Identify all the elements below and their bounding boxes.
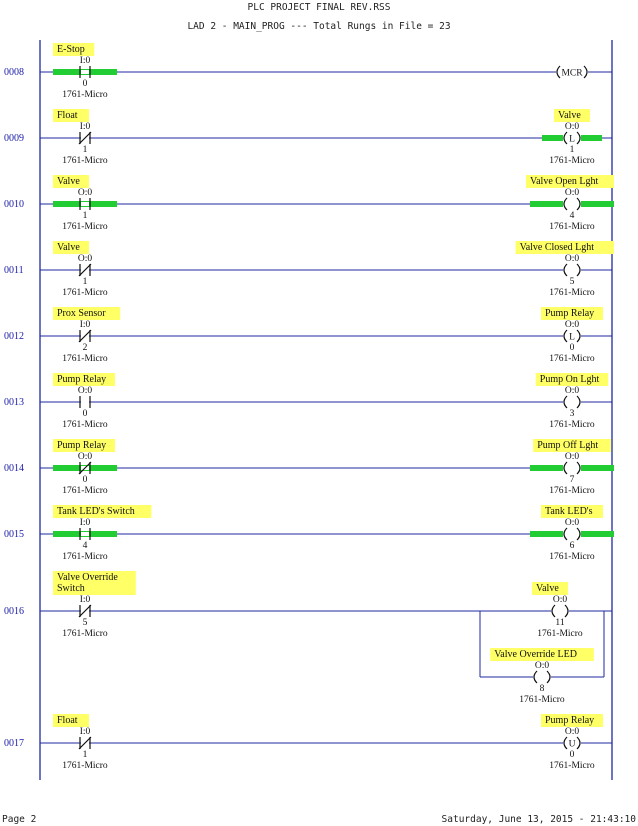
coil-bit: 11 [555,618,565,628]
contact-address: O:0 [77,452,93,462]
contact-module: 1761-Micro [62,222,108,232]
coil-module: 1761-Micro [549,354,595,364]
rung-number: 0008 [4,67,24,78]
coil-ote [563,462,581,474]
coil-module: 1761-Micro [537,629,583,639]
coil-address: O:0 [534,661,550,671]
coil-desc-label: Valve Open Lght [530,176,599,187]
print-timestamp: Saturday, June 13, 2015 - 21:43:10 [441,814,636,825]
coil-symbol-text: U [568,739,576,750]
contact-bit: 0 [82,409,88,419]
contact-module: 1761-Micro [62,629,108,639]
coil-desc-label: Valve Override LED [494,649,577,660]
contact-address: O:0 [77,188,93,198]
coil-module: 1761-Micro [549,420,595,430]
coil-desc-label: Valve Closed Lght [519,242,595,253]
coil-symbol-text: MCR [561,68,583,79]
contact-bit: 0 [82,475,88,485]
coil-bit: 1 [569,145,575,155]
contact-address: O:0 [77,254,93,264]
contact-address: I:0 [79,122,91,132]
contact-desc-label: Valve Override [57,572,118,583]
contact-bit: 4 [82,541,88,551]
contact-address: I:0 [79,56,91,66]
coil-address: O:0 [564,452,580,462]
coil-desc-label: Valve [536,583,559,594]
rung-number: 0009 [4,133,24,144]
coil-desc-label: Pump Relay [545,308,595,319]
contact-address: I:0 [79,727,91,737]
program-subtitle: LAD 2 - MAIN_PROG --- Total Rungs in File = 23 [187,21,451,32]
contact-desc-label: Pump Relay [57,374,107,385]
rung-number: 0011 [4,265,24,276]
contact-module: 1761-Micro [62,552,108,562]
coil-bit: 0 [569,750,575,760]
rung-number: 0012 [4,331,24,342]
contact-address: I:0 [79,595,91,605]
contact-desc-label: Valve [57,176,80,187]
contact-module: 1761-Micro [62,354,108,364]
coil-desc-label: Pump On Lght [539,374,600,385]
page-number: Page 2 [2,814,37,825]
contact-module: 1761-Micro [62,761,108,771]
contact-bit: 1 [82,211,88,221]
contact-module: 1761-Micro [62,90,108,100]
contact-bit: 1 [82,750,88,760]
coil-address: O:0 [564,727,580,737]
contact-bit: 5 [82,618,88,628]
contact-module: 1761-Micro [62,486,108,496]
coil-bit: 0 [569,343,575,353]
contact-desc-label: Switch [57,583,85,594]
coil-module: 1761-Micro [549,761,595,771]
coil-bit: 5 [569,277,575,287]
coil-address: O:0 [552,595,568,605]
contact-desc-label: Float [57,715,78,726]
contact-module: 1761-Micro [62,288,108,298]
contact-xic [80,198,90,210]
coil-address: O:0 [564,320,580,330]
contact-address: O:0 [77,386,93,396]
coil-address: O:0 [564,518,580,528]
coil-desc-label: Tank LED's [545,506,593,517]
coil-ote [533,671,551,683]
rung-number: 0010 [4,199,24,210]
coil-module: 1761-Micro [549,486,595,496]
coil-ote [563,528,581,540]
contact-desc-label: Tank LED's Switch [57,506,135,517]
contact-desc-label: Valve [57,242,80,253]
coil-bit: 6 [569,541,575,551]
contact-module: 1761-Micro [62,420,108,430]
coil-ote [551,605,569,617]
coil-symbol-text: L [569,134,575,145]
contact-desc-label: Pump Relay [57,440,107,451]
rung-number: 0014 [4,463,24,474]
coil-module: 1761-Micro [549,156,595,166]
coil-symbol-text: L [569,332,575,343]
coil-bit: 4 [569,211,575,221]
contact-xic [80,66,90,78]
rung-number: 0013 [4,397,24,408]
coil-ote [563,264,581,276]
contact-xic [80,396,90,408]
contact-bit: 0 [82,79,88,89]
coil-bit: 7 [569,475,575,485]
coil-bit: 3 [569,409,575,419]
contact-desc-label: E-Stop [57,44,85,55]
rung-number: 0017 [4,738,24,749]
contact-bit: 1 [82,145,88,155]
contact-bit: 2 [82,343,88,353]
contact-bit: 1 [82,277,88,287]
coil-address: O:0 [564,254,580,264]
rung-number: 0015 [4,529,24,540]
document-title: PLC PROJECT FINAL REV.RSS [247,2,391,13]
contact-address: I:0 [79,320,91,330]
contact-desc-label: Prox Sensor [57,308,106,319]
coil-address: O:0 [564,386,580,396]
coil-ote [563,396,581,408]
coil-module: 1761-Micro [549,222,595,232]
coil-address: O:0 [564,188,580,198]
coil-bit: 8 [539,684,545,694]
coil-module: 1761-Micro [549,552,595,562]
coil-desc-label: Pump Relay [545,715,595,726]
coil-module: 1761-Micro [519,695,565,705]
contact-address: I:0 [79,518,91,528]
coil-address: O:0 [564,122,580,132]
coil-module: 1761-Micro [549,288,595,298]
coil-ote [563,198,581,210]
coil-desc-label: Valve [558,110,581,121]
contact-module: 1761-Micro [62,156,108,166]
rung-number: 0016 [4,606,24,617]
contact-desc-label: Float [57,110,78,121]
contact-xic [80,528,90,540]
coil-desc-label: Pump Off Lght [537,440,599,451]
